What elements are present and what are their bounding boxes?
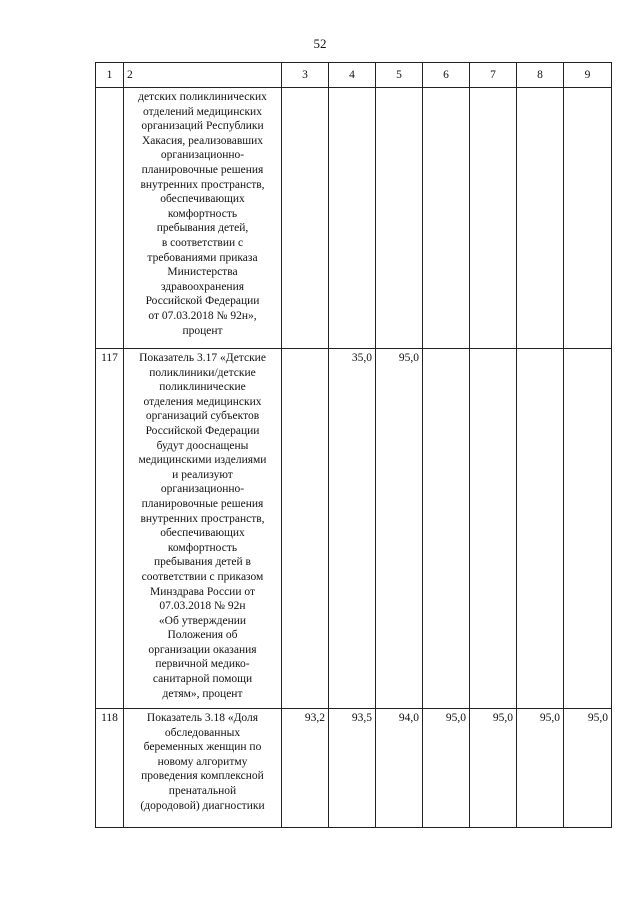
value-cell xyxy=(329,88,376,349)
indicator-name: Показатель 3.17 «Детские поликлиники/детские поликлинические отделения медицинских организаций субъектов Российской Федерации будут дооснащены медицинскими изделиями и реализуют организационно- планировочные решения внутренних пространств, обеспечивающих комфортность пребывания детей в соответствии с приказом Минздрава России от 07.03.2018 № 92н «Об утверждении Положения об организации оказания первичной медико- санитарной помощи детям», процент xyxy=(124,349,282,709)
value-cell xyxy=(517,349,564,709)
value-cell xyxy=(423,88,470,349)
value-cell xyxy=(282,88,329,349)
value-cell: 94,0 xyxy=(376,709,423,828)
value-cell xyxy=(517,88,564,349)
value-cell: 93,2 xyxy=(282,709,329,828)
column-header: 6 xyxy=(423,63,470,88)
value-cell xyxy=(564,349,612,709)
value-cell: 95,0 xyxy=(470,709,517,828)
table-row xyxy=(96,88,612,349)
row-number: 118 xyxy=(96,709,124,828)
value-cell xyxy=(282,349,329,709)
value-cell: 35,0 xyxy=(329,349,376,709)
value-cell xyxy=(423,349,470,709)
value-cell xyxy=(376,88,423,349)
value-cell: 95,0 xyxy=(423,709,470,828)
value-cell xyxy=(564,88,612,349)
column-header: 7 xyxy=(470,63,517,88)
column-header: 3 xyxy=(282,63,329,88)
column-header: 9 xyxy=(564,63,612,88)
row-number xyxy=(96,88,124,349)
value-cell: 93,5 xyxy=(329,709,376,828)
value-cell xyxy=(470,349,517,709)
column-header: 4 xyxy=(329,63,376,88)
row-number: 117 xyxy=(96,349,124,709)
column-header: 1 xyxy=(96,63,124,88)
value-cell: 95,0 xyxy=(517,709,564,828)
column-header: 2 xyxy=(124,63,282,88)
table-row xyxy=(96,349,612,709)
value-cell xyxy=(470,88,517,349)
indicator-table xyxy=(95,62,612,828)
column-header: 8 xyxy=(517,63,564,88)
table-header-row xyxy=(96,63,612,88)
indicator-name: детских поликлинических отделений медицинских организаций Республики Хакасия, реализовавших организационно- планировочные решения внутренних пространств, обеспечивающих комфортность пребывания детей, в соответствии с требованиями приказа Министерства здравоохранения Российской Федерации от 07.03.2018 № 92н», процент xyxy=(124,88,282,349)
indicator-name: Показатель 3.18 «Доля обследованных беременных женщин по новому алгоритму проведения комплексной пренатальной (дородовой) диагностики xyxy=(124,709,282,828)
value-cell: 95,0 xyxy=(376,349,423,709)
table-row xyxy=(96,709,612,828)
value-cell: 95,0 xyxy=(564,709,612,828)
page-number: 52 xyxy=(313,36,327,51)
column-header: 5 xyxy=(376,63,423,88)
